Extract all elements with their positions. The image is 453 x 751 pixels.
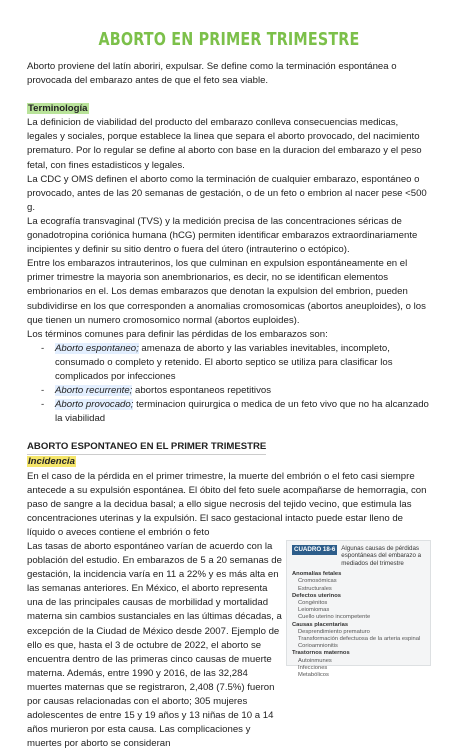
- incidencia-subheading: Incidencia: [28, 456, 75, 468]
- figure-category: Causas placentarias: [292, 621, 349, 628]
- list-item: [41, 398, 431, 426]
- term-text: amenaza de aborto y las variables inevitables, incompleto, consumado o completo y retenido. El aborto septico se utiliza para clasificar los complicados por infecciones: [55, 342, 393, 382]
- figure-item: Estructurales: [298, 585, 332, 592]
- terminologia-p1: La definicion de viabilidad del producto del embarazo conlleva consecuencias medicas, legales y sociales, porque establece la linea que separa el aborto provocado, del nacimiento prematuro. Por lo regular se define al aborto con base en la duracion del embarazo y el peso fetal, con fines estadisticos y legales.: [27, 117, 422, 171]
- figure-tag: CUADRO 18-6: [294, 546, 336, 553]
- list-item: [41, 384, 431, 398]
- figure-item: Leiomiomas: [298, 607, 330, 614]
- term-text: terminacion quirurgica o medica de un feto vivo que no ha alcanzado la viabilidad: [55, 399, 429, 425]
- figure-item: Corioamnionitis: [298, 643, 338, 650]
- figure-item: Cromosómicas: [298, 578, 337, 585]
- term-label: Aborto espontaneo;: [55, 342, 139, 354]
- figure-category: Anomalías fetales: [292, 571, 342, 578]
- terminologia-p3: La ecografía transvaginal (TVS) y la medición precisa de las concentraciones séricas de gonadotropina coriónica humana (hCG) permiten identificar embarazos extraordinariamente incipientes y definir su sitio dentro o fuera del útero (intrauterino o ectópico).: [27, 215, 418, 256]
- page-title: ABORTO EN PRIMER TRIMESTRE: [98, 30, 360, 50]
- figure-header: [292, 545, 425, 567]
- figure-list: [292, 571, 425, 679]
- terminologia-p2: La CDC y OMS definen el aborto como la terminación de cualquier embarazo, espontáneo o provocado, antes de las 20 semanas de gestación, o de un feto o embrion al nacer pese <500 g.: [27, 173, 427, 213]
- term-label: Aborto recurrente;: [55, 385, 133, 397]
- causes-table-figure: [286, 540, 431, 679]
- list-item: [41, 342, 431, 384]
- terminologia-section: [27, 102, 431, 426]
- figure-title: Algunas causas de pérdidas espontáneas del embarazo a mediados del trimestre: [341, 545, 422, 567]
- figure-category: Trastornos maternos: [292, 650, 350, 657]
- figure-item: Transformación defectuosa de la arteria espinal: [298, 636, 421, 643]
- figure-item: Metabólicos: [298, 672, 329, 679]
- espontaneo-p2: Las tasas de aborto espontáneo varían de acuerdo con la población del estudio. En embarazos de 5 a 20 semanas de gestación, la incidencia varía en 11 a 22% y es más alta en las semanas anteriores. En México, el aborto representa una de las principales causas de morbilidad y mortalidad materna sin cambios sustanciales en las últimas décadas, a excepción de la Ciudad de México desde 2007. Ejemplo de ello es que, hasta el 3 de octubre de 2022, el aborto se encuentra dentro de las primeras cinco causas de muerte materna. Además, entre 1990 y 2016, de las 32,284 muertes maternas que se registraron, 2,408 (7.5%) fueron por causas relacionadas con el aborto; 305 mujeres adolescentes de entre 15 y 19 años y 13 niñas de 10 a 14 años murieron por esta causa. Las complicaciones y muertes por aborto se consideran: [27, 541, 282, 750]
- figure-item: Cuello uterino incompetente: [298, 614, 371, 621]
- espontaneo-heading: ABORTO ESPONTANEO EN EL PRIMER TRIMESTRE: [27, 440, 266, 455]
- figure-item: Infecciones: [298, 664, 328, 671]
- intro-paragraph: Aborto proviene del latín aboriri, expulsar. Se define como la terminación espontánea o provocada del embarazo antes de que el feto sea viable.: [27, 61, 397, 87]
- term-text: abortos espontaneos repetitivos: [132, 385, 271, 397]
- terminologia-heading: Terminología: [28, 103, 88, 115]
- incidence-block: [27, 540, 431, 751]
- figure-category: Defectos uterinos: [292, 592, 341, 599]
- terminologia-p4: Entre los embarazos intrauterinos, los que culminan en expulsion espontáneamente en el primer trimestre la mayoria son anembrionarios, es decir, no se identifican elementos embrionarios en el. Los demas embarazos que denotan la expulsion del embrion, pueden subdividirse en los que corresponden a anomalias cromosomicas (abortos aneuploides), o los que tienen un numero cromosomico normal (abortos euploides).: [27, 258, 426, 326]
- figure-item: Desprendimiento prematuro: [298, 628, 370, 635]
- terms-list: [27, 342, 431, 427]
- espontaneo-section: [27, 440, 431, 751]
- term-label: Aborto provocado;: [55, 399, 134, 411]
- figure-item: Autoinmunes: [298, 657, 332, 664]
- figure-item: Congénitos: [298, 600, 328, 607]
- terminologia-p5: Los términos comunes para definir las pérdidas de los embarazos son:: [27, 328, 328, 340]
- espontaneo-p1: En el caso de la pérdida en el primer trimestre, la muerte del embrión o el feto casi siempre antecede a su expulsión espontánea. El óbito del feto suele acompañarse de hemorragia, con paso de sangre a la decidua basal; a ello sigue necrosis del tejido vecino, que estimula las concentraciones uterinas y la expulsión. El saco gestacional intacto puede estar lleno de líquido o aveces contiene el embrión o feto: [27, 470, 427, 538]
